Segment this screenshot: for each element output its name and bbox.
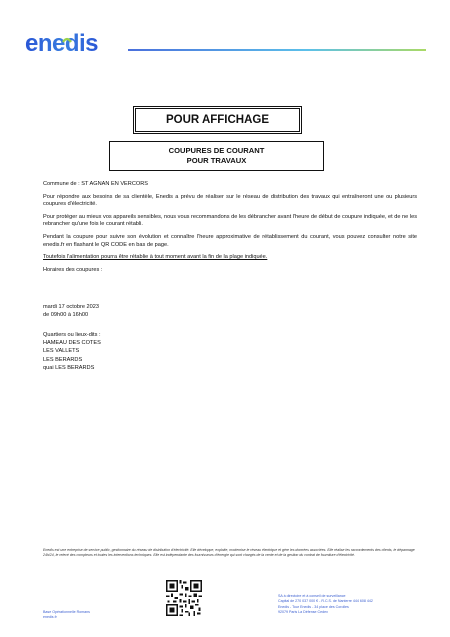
header-divider: [128, 49, 426, 51]
paragraph-protect: Pour protéger au mieux vos appareils sensibles, nous vous recommandons de les débrancher avant l'heure de début de coupure indiquée, et de ne les rebrancher qu'une fois le courant rétabli.: [43, 213, 417, 228]
places-list: [43, 331, 101, 372]
footer-left-line1: Base Opérationnelle Romans: [43, 610, 90, 614]
notice-title: POUR AFFICHAGE: [135, 108, 300, 132]
enedis-logo-icon: [25, 30, 120, 56]
footer-legal: Enedis est une entreprise de service public, gestionnaire du réseau de distribution d'électricité. Elle développe, exploite, modernise le réseau électrique et gère les données associées. Elle réalise les raccordements des clients, le dépannage 24h/24, le relevé des compteurs et toutes les interventions techniques. Elle est indépendante des fournisseurs d'énergie qui sont chargés de la vente et de la gestion du contrat de fourniture d'électricité.: [43, 548, 415, 557]
commune-label: Commune de :: [43, 181, 80, 187]
place-item: quai LES BERARDS: [43, 364, 95, 371]
notice-subtitle-line1: COUPURES DE COURANT: [168, 146, 265, 155]
qr-code-icon[interactable]: [166, 580, 202, 616]
footer-right-line3: Enedis - Tour Enedis - 34 place des Corolles: [278, 604, 349, 609]
footer-right-line4: 92079 Paris La Défense Cedex: [278, 610, 328, 615]
footer-left-link[interactable]: enedis.fr: [43, 615, 57, 620]
schedule-date: mardi 17 octobre 2023: [43, 304, 99, 310]
paragraph-restore-warning: Toutefois l'alimentation pourra être rétablie à tout moment avant la fin de la plage indiquée.: [43, 254, 268, 261]
svg-text:enedis: enedis: [25, 30, 99, 56]
notice-subtitle: [109, 141, 324, 171]
footer-right: [278, 594, 373, 616]
footer-right-line2: Capital de 270 037 000 € - R.C.S. de Nanterre 444 608 442: [278, 599, 373, 604]
notice-body: [43, 181, 417, 279]
place-item: LES BERARDS: [43, 356, 83, 363]
paragraph-intro: Pour répondre aux besoins de sa clientèle, Enedis a prévu de réaliser sur le réseau de distribution des travaux qui entraîneront une ou plusieurs coupures d'électricité.: [43, 193, 417, 208]
footer-left: [43, 610, 90, 621]
hours-label: Horaires des coupures :: [43, 266, 103, 273]
place-item: HAMEAU DES COTES: [43, 340, 101, 347]
footer-right-line1: SA à directoire et à conseil de surveillance: [278, 594, 346, 598]
commune-value: ST AGNAN EN VERCORS: [81, 181, 148, 187]
schedule: [43, 303, 99, 319]
notice-subtitle-line2: POUR TRAVAUX: [186, 156, 247, 165]
commune-line: [43, 181, 417, 189]
places-label: Quartiers ou lieux-dits :: [43, 332, 101, 338]
enedis-logo: [25, 30, 120, 56]
paragraph-qrcode: Pendant la coupure pour suivre son évolution et connaître l'heure approximative de rétablissement du courant, vous pouvez consulter notre site enedis.fr en flashant le QR CODE en bas de page.: [43, 233, 417, 248]
schedule-time: de 09h00 à 16h00: [43, 312, 89, 318]
place-item: LES VALLETS: [43, 348, 80, 355]
